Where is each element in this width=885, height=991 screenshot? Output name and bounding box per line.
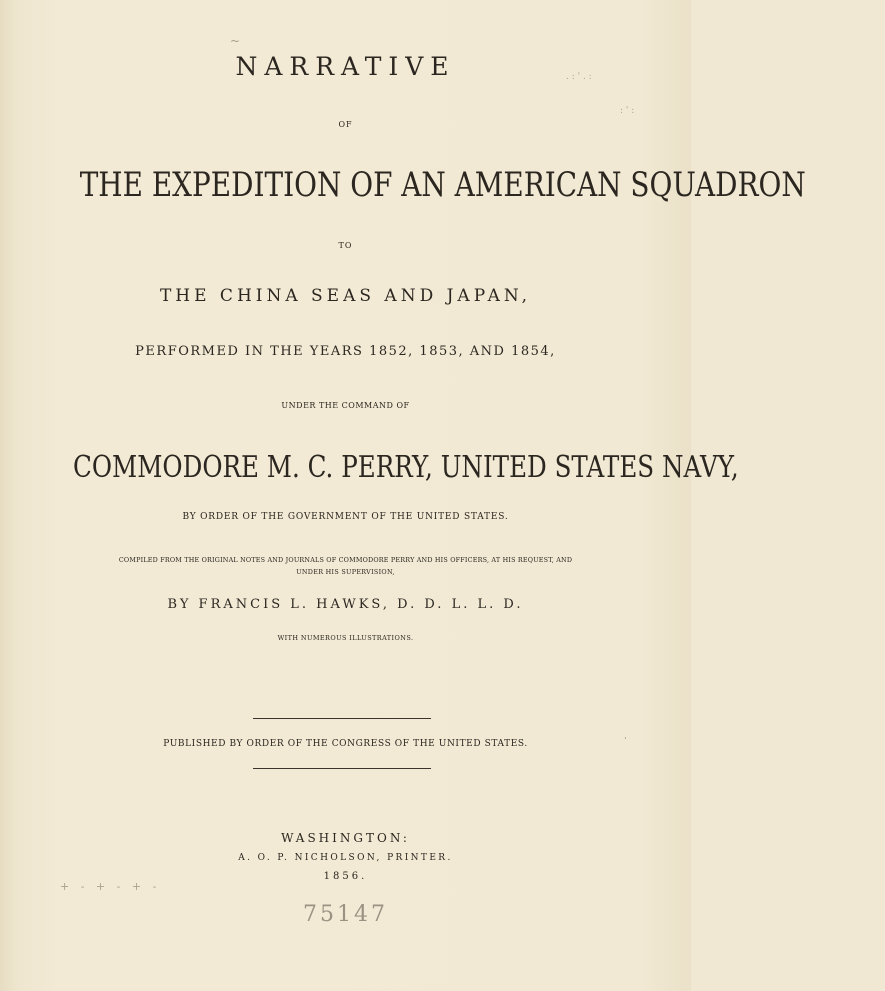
main-title — [0, 165, 806, 205]
under-command-line: UNDER THE COMMAND OF — [281, 401, 410, 410]
author-line: BY FRANCIS L. HAWKS, D. D. L. L. D. — [167, 597, 524, 612]
published-by-line: PUBLISHED BY ORDER OF THE CONGRESS OF THE UNITED STATES. — [163, 739, 528, 749]
pencil-marks-left: + - + - + - — [60, 880, 161, 893]
pencil-mark: ~ — [230, 34, 241, 48]
to-line: TO — [338, 241, 353, 250]
bottom-rule — [253, 768, 431, 769]
compiled-line-2: UNDER HIS SUPERVISION, — [296, 568, 395, 576]
top-rule — [253, 718, 431, 719]
specks-top-right-2: : ' : — [620, 106, 635, 116]
main-title-text: THE EXPEDITION OF AN AMERICAN SQUADRON — [79, 165, 806, 205]
specks-top-right: . : ' . : — [566, 72, 592, 82]
speck-mid-right: · — [624, 734, 627, 744]
commodore-line — [0, 450, 739, 485]
narrative-heading: NARRATIVE — [235, 52, 456, 81]
destination-line: THE CHINA SEAS AND JAPAN, — [159, 286, 532, 306]
year-line: 1856. — [323, 871, 368, 882]
accession-stamp: 75147 — [303, 902, 388, 927]
illustrations-line: WITH NUMEROUS ILLUSTRATIONS. — [277, 634, 414, 642]
commodore-text: COMMODORE M. C. PERRY, UNITED STATES NAVY, — [73, 450, 739, 485]
performed-line: PERFORMED IN THE YEARS 1852, 1853, AND 1854, — [135, 344, 556, 359]
of-line: OF — [338, 120, 353, 129]
city-line: WASHINGTON: — [281, 831, 410, 845]
compiled-line-1: COMPILED FROM THE ORIGINAL NOTES AND JOURNALS OF COMMODORE PERRY AND HIS OFFICERS, AT HIS REQUEST, AND — [118, 556, 573, 564]
printer-line: A. O. P. NICHOLSON, PRINTER. — [238, 853, 453, 863]
by-order-line: BY ORDER OF THE GOVERNMENT OF THE UNITED STATES. — [182, 512, 509, 522]
